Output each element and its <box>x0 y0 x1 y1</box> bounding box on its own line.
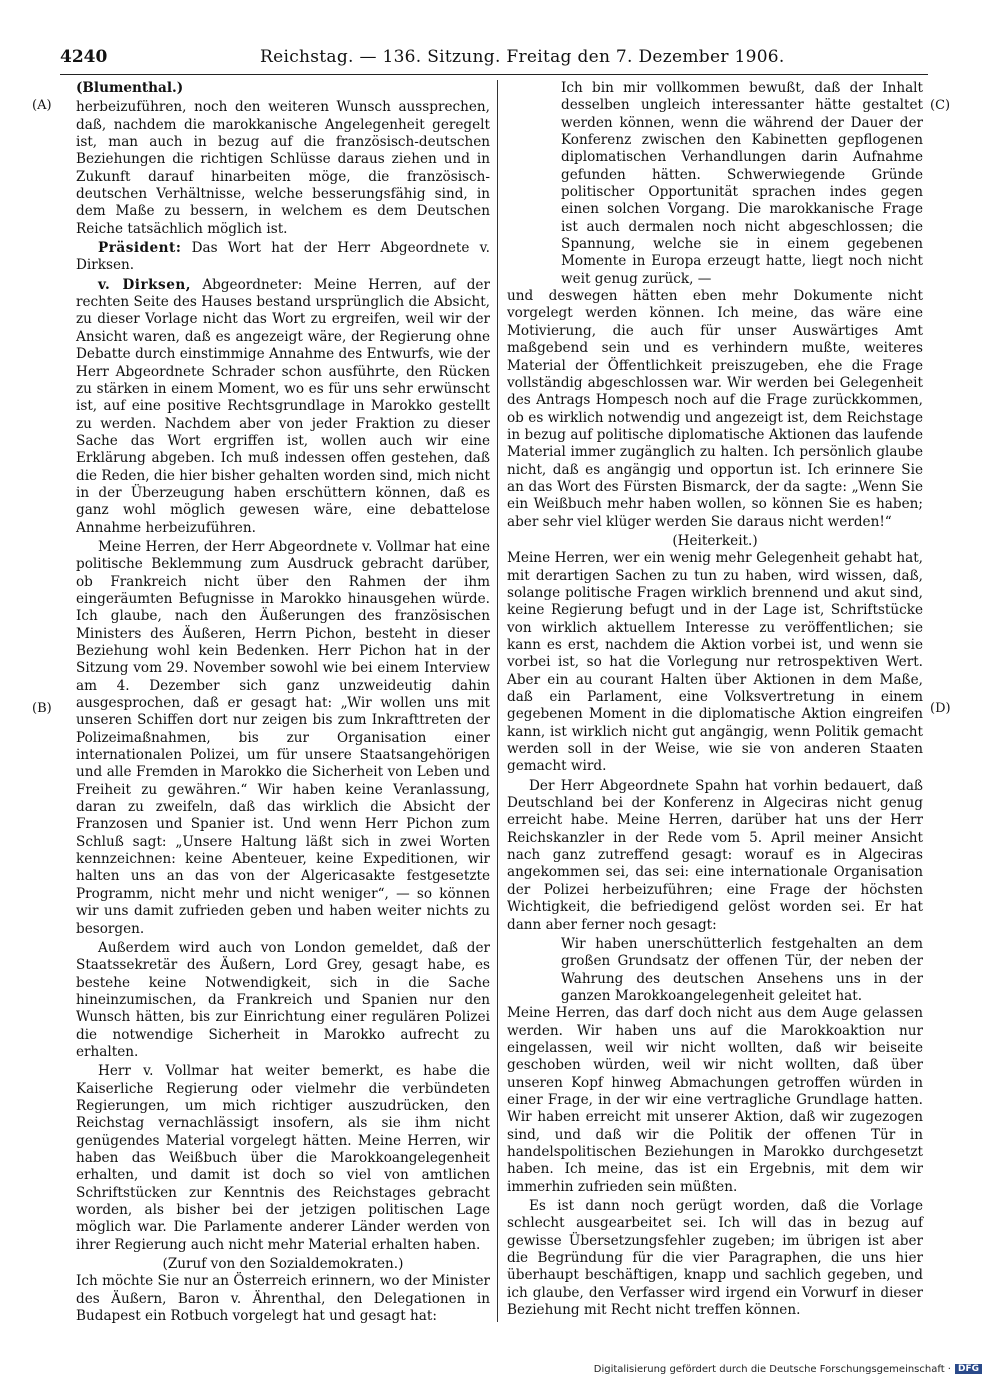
paragraph: Meine Herren, das darf doch nicht aus dem Auge gelassen werden. Wir haben uns auf die Marokkoaktion nur eingelassen, weil wir nicht wollten, daß wir beiseite geschoben würden, weil wir nicht wollten, daß über unseren Kopf hinweg Abmachungen getroffen würden in einer Frage, in der wir eine vertragliche Grundlage hatten. Wir haben erreicht mit unserer Aktion, daß wir zugezogen sind, und daß wir die Politik der offenen Tür in handelspolitischen Beziehungen in Marokko durchgesetzt haben. Ich meine, das ist ein Ergebnis, mit dem wir immerhin zufrieden sein müßten. <box>507 1005 923 1195</box>
dfg-logo: DFG <box>955 1364 982 1374</box>
paragraph: Präsident: Das Wort hat der Herr Abgeordnete v. Dirksen. <box>76 240 490 274</box>
running-title: Reichstag. — 136. Sitzung. Freitag den 7. Dezember 1906. <box>260 47 785 67</box>
footer-credit <box>594 1364 982 1375</box>
speaker-name: Präsident: <box>98 240 182 257</box>
block-quote: Wir haben unerschütterlich festgehalten an dem großen Grundsatz der offenen Tür, der neben der Wahrung des deutschen Ansehens uns in der ganzen Marokkoangelegenheit geleitet hat. <box>561 935 923 1004</box>
header-rule <box>60 74 928 75</box>
right-column <box>507 80 923 1321</box>
paragraph: und deswegen hätten eben mehr Dokumente nicht vorgelegt werden können. Ich meine, das wäre eine Motivierung, die auch für unser Auswärtiges Amt maßgebend sein und es verhindern mußte, weiteres Material der Öffentlichkeit preiszugeben, ehe die Frage vollständig abgeschlossen war. Wir werden bei Gelegenheit des Antrags Hompesch noch auf die Frage zurückkommen, ob es wirklich notwendig und angezeigt ist, dem Reichstage in bezug auf politische diplomatische Aktionen das laufende Material immer zugänglich zu halten. Ich persönlich glaube nicht, daß es angängig und opportun ist. Ich erinnere Sie an das Wort des Fürsten Bismarck, der da sagte: „Wenn Sie ein Weißbuch mehr haben wollen, so können Sie es haben; aber sehr viel klüger werden Sie daraus nicht werden!“ <box>507 288 923 530</box>
paragraph: Meine Herren, der Herr Abgeordnete v. Vollmar hat eine politische Beklemmung zum Ausdruck gebracht darüber, ob Frankreich nicht über den Rahmen der ihm eingeräumten Befugnisse in Marokko hinausgehen würde. Ich glaube, nach den Äußerungen des französischen Ministers des Äußeren, Herrn Pichon, besteht in dieser Beziehung wohl kein Bedenken. Herr Pichon hat in der Sitzung vom 29. November sowohl wie bei einem Interview am 4. Dezember sich ganz unzweideutig dahin ausgesprochen, daß er gesagt hat: „Wir wollen uns mit unseren Schiffen dort nur zeigen bis zum Inkrafttreten der Polizeimaßnahmen, bis zur Organisation einer internationalen Polizei, um für unsere Staatsangehörigen und alle Fremden in Marokko die Sicherheit von Leben und Freiheit zu gewähren.“ Wir haben keine Veranlassung, daran zu zweifeln, daß das wirklich die Absicht der Franzosen und Spanier ist. Und wenn Herr Pichon zum Schluß sagt: „Unsere Haltung läßt sich in zwei Worten kennzeichnen: keine Abenteuer, keine Expeditionen, wir halten uns an das von der Algericasakte festgesetzte Programm, nicht mehr und nicht weniger“, — so können wir uns damit zufrieden geben und haben weiter nichts zu besorgen. <box>76 538 490 937</box>
speaker-label: (Blumenthal.) <box>76 80 184 96</box>
paragraph: v. Dirksen, Abgeordneter: Meine Herren, auf der rechten Seite des Hauses bestand ursprünglich die Absicht, zu dieser Vorlage nicht das Wort zu ergreifen, weil wir der Ansicht waren, daß es angezeigt wäre, der Regierung ohne Debatte durch einstimmige Annahme des Entwurfs, wie der Herr Abgeordnete Schrader schon ausführte, den Rücken zu stärken in einem Moment, wo es für uns sehr erwünscht ist, auf eine positive Rechtsgrundlage in Marokko gestellt zu werden. Nachdem aber von jeder Fraktion zu dieser Sache das Wort ergriffen ist, wollen auch wir eine Erklärung abgeben. Ich muß indessen offen gestehen, daß die Reden, die hier bisher gehalten worden sind, mich nicht in der Überzeugung haben erschüttern können, daß es ganz wohl möglich gewesen wäre, eine debattelose Annahme herbeizuführen. <box>76 276 490 536</box>
left-column <box>76 80 490 1327</box>
margin-marker-d: (D) <box>930 701 951 716</box>
paragraph: Der Herr Abgeordnete Spahn hat vorhin bedauert, daß Deutschland bei der Konferenz in Algeciras nicht genug erreicht habe. Meine Herren, darüber hat uns der Herr Reichskanzler in der Rede vom 5. April meiner Ansicht nach ganz zutreffend gesagt: worauf es in Algeciras angekommen sei, das sei: eine internationale Organisation der Polizei herbeizuführen; eine Frage der höchsten Wichtigkeit, die befriedigend gelöst worden sei. Er hat dann aber ferner noch gesagt: <box>507 777 923 933</box>
footer-text: Digitalisierung gefördert durch die Deutsche Forschungsgemeinschaft · <box>593 1364 951 1375</box>
paragraph: Ich möchte Sie nur an Österreich erinnern, wo der Minister des Äußern, Baron v. Ährenthal, den Delegationen in Budapest ein Rotbuch vorgelegt hat und gesagt hat: <box>76 1273 490 1325</box>
block-quote: Ich bin mir vollkommen bewußt, daß der Inhalt desselben ungleich interessanter hätte gestaltet werden können, wenn die während der Dauer der Konferenz zwischen den Kabinetten gepflogenen diplomatischen Verhandlungen darin Aufnahme gefunden hätten. Schwerwiegende Gründe politischer Opportunität sprachen indes gegen einen solchen Vorgang. Die marokkanische Frage ist auch dermalen noch nicht abgeschlossen; die Spannung, welche sie in einem gegebenen Momente in Europa erzeugt hatte, liegt noch nicht weit genug zurück, — <box>561 80 923 287</box>
margin-marker-c: (C) <box>930 98 951 113</box>
interjection: (Heiterkeit.) <box>672 532 758 549</box>
interjection: (Zuruf von den Sozialdemokraten.) <box>162 1256 404 1273</box>
paragraph: Es ist dann noch gerügt worden, daß die Vorlage schlecht ausgearbeitet sei. Ich will das in bezug auf gewisse Übersetzungsfehler zugeben; im übrigen ist aber die Begründung für die vier Paragraphen, die uns hier überhaupt beschäftigen, knapp und sachlich gegeben, und ich glaube, den Verfasser wird irgend ein Vorwurf in dieser Beziehung mit Recht nicht treffen können. <box>507 1198 923 1319</box>
speaker-name: v. Dirksen, <box>98 276 191 293</box>
margin-marker-b: (B) <box>32 701 52 716</box>
paragraph: Meine Herren, wer ein wenig mehr Gelegenheit gehabt hat, mit derartigen Sachen zu tun zu haben, wird wissen, daß, solange politische Fragen wirklich brennend und akut sind, keine Regierung befugt und in der Lage ist, Schriftstücke von wirklich aktuellem Interesse zu veröffentlichen; sie kann es erst, nachdem die Aktion vorbei ist, und wenn sie vorbei ist, so hat die Vorlegung nur retrospektiven Wert. Aber ein au courant Halten über Aktionen in dem Maße, daß ein Parlament, eine Volksvertretung in einem gegebenen Moment in die diplomatische Aktion eingreifen kann, ist wirklich nicht gut angängig, wenn Politik gemacht werden soll in der Weise, wie sie von anderen Staaten gemacht wird. <box>507 550 923 775</box>
paragraph: herbeizuführen, noch den weiteren Wunsch aussprechen, daß, nachdem die marokkanische Angelegenheit geregelt ist, man auch in bezug auf die französisch-deutschen Beziehungen die richtigen Schlüsse daraus ziehen und in Zukunft darauf hinarbeiten möge, die französisch-deutschen Verhältnisse, welche besserungsfähig sind, in dem Maße zu bessern, in welchem es dem Deutschen Reiche tatsächlich möglich ist. <box>76 99 490 237</box>
page-number: 4240 <box>60 47 108 67</box>
column-divider <box>497 80 498 1322</box>
margin-marker-a: (A) <box>32 98 52 113</box>
paragraph: Herr v. Vollmar hat weiter bemerkt, es habe die Kaiserliche Regierung oder vielmehr die verbündeten Regierungen, um mich richtiger auszudrücken, den Reichstag vernachlässigt insofern, als sie ihm nicht genügendes Material vorgelegt hätten. Meine Herren, wir haben das Weißbuch über die Marokkoangelegenheit erhalten, und damit ist doch so viel von amtlichen Schriftstücken zur Kenntnis des Reichstages gebracht worden, als bisher bei der jetzigen politischen Lage möglich war. Die Parlamente anderer Länder werden von ihrer Regierung auch nicht mehr Material erhalten haben. <box>76 1063 490 1253</box>
running-header <box>60 46 940 70</box>
paragraph: Außerdem wird auch von London gemeldet, daß der Staatssekretär des Äußern, Lord Grey, gesagt habe, es bestehe keine Notwendigkeit, sich in die Sache hineinzumischen, da Frankreich und Spanien nur den Wunsch hätten, bis zur Einrichtung einer regulären Polizei die notwendige Sicherheit in Marokko aufrecht zu erhalten. <box>76 939 490 1060</box>
